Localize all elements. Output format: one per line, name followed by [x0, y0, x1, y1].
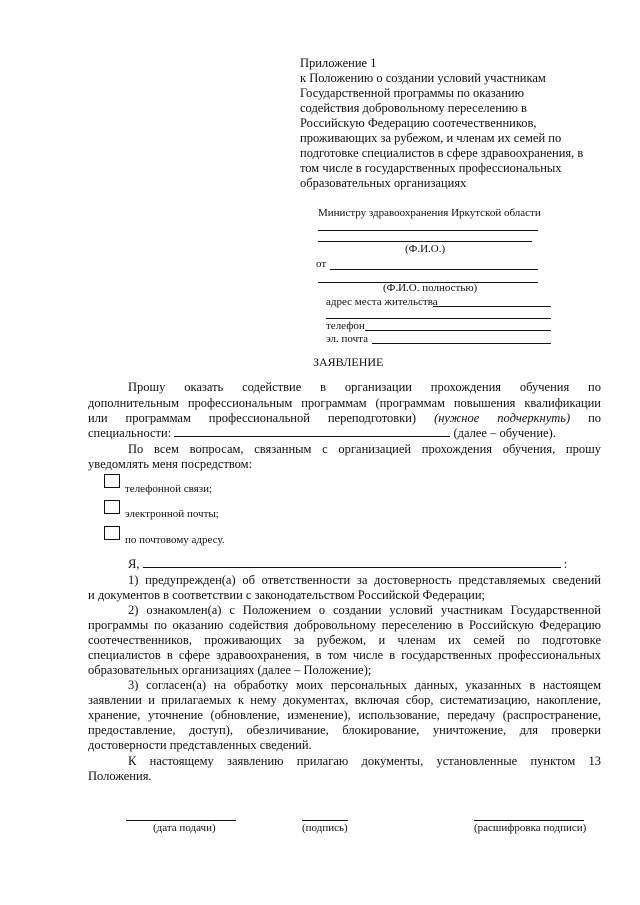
decode-caption: (расшифровка подписи): [474, 822, 587, 834]
appendix-line: к Положению о создании условий участникам: [300, 71, 546, 85]
option-email-label: электронной почты;: [125, 508, 219, 520]
signature-caption: (подпись): [302, 822, 348, 834]
from-label: от: [316, 258, 327, 270]
phone-label: телефон: [326, 320, 365, 332]
date-line[interactable]: [126, 820, 236, 821]
checkbox-email[interactable]: [104, 500, 120, 514]
specialty-end: (далее – обучение).: [453, 426, 556, 440]
p3-line-2: заявлении и прилагаемых к нему документах, включая сбор, систематизацию, накопление,: [88, 693, 601, 707]
appendix-header: [300, 56, 600, 191]
option-phone-label: телефонной связи;: [125, 483, 213, 495]
appendix-line: Государственной программы по оказанию: [300, 86, 524, 100]
attachment-line-1: К настоящему заявлению прилагаю документы, установленные пунктом 13: [128, 754, 601, 768]
request-line-3-start: или программам профессиональной переподготовки): [88, 411, 417, 425]
p3-line-4: предоставление, доступ), обезличивание, блокирование, уничтожение, для проверки: [88, 723, 601, 737]
address-line[interactable]: [433, 306, 551, 307]
declaration-i-line: [128, 557, 567, 572]
appendix-line: Приложение 1: [300, 56, 377, 70]
request-line-1: Прошу оказать содействие в организации прохождения обучения по: [128, 380, 601, 394]
i-label: Я,: [128, 557, 140, 571]
from-fio-line[interactable]: [330, 269, 538, 270]
request-line-3: [88, 411, 601, 426]
p2-line-3: соотечественников, проживающих за рубежом, и членам их семей по подготовке: [88, 633, 601, 647]
address-line-2[interactable]: [326, 318, 551, 319]
notify-line-2: уведомлять меня посредством:: [88, 457, 253, 471]
checkbox-phone[interactable]: [104, 474, 120, 488]
appendix-line: образовательных организациях: [300, 176, 467, 190]
p3-line-3: хранение, уточнение (обновление, изменение), использование, передачу (распространение,: [88, 708, 601, 722]
p2-line-2: программы по оказанию содействия добровольному переселению в Российскую Федерацию: [88, 618, 601, 632]
p3-line-1: 3) согласен(а) на обработку моих персональных данных, указанных в настоящем: [128, 678, 601, 692]
decode-line[interactable]: [474, 820, 584, 821]
addressee-line-2[interactable]: [318, 241, 532, 242]
date-caption: (дата подачи): [153, 822, 216, 834]
checkbox-post[interactable]: [104, 526, 120, 540]
applicant-name-line[interactable]: [143, 557, 561, 568]
fio-full-caption: (Ф.И.О. полностью): [383, 282, 478, 294]
request-line-4: [88, 426, 556, 441]
request-line-2: дополнительным профессиональным программам (программам повышения квалификации: [88, 396, 601, 410]
appendix-line: Российскую Федерацию соотечественников,: [300, 116, 537, 130]
fio-caption: (Ф.И.О.): [405, 243, 446, 255]
signature-line[interactable]: [302, 820, 348, 821]
p2-line-4: специалистов в сфере здравоохранения, в том числе в государственных профессиональных: [88, 648, 601, 662]
p3-line-5: достоверности представленных сведений.: [88, 738, 312, 752]
p2-line-1: 2) ознакомлен(а) с Положением о создании условий участникам Государственной: [128, 603, 601, 617]
appendix-line: содействия добровольному переселению в: [300, 101, 527, 115]
email-label: эл. почта: [326, 333, 368, 345]
email-line[interactable]: [372, 343, 551, 344]
p2-line-5: образовательных организациях (далее – Положение);: [88, 663, 372, 677]
p1-line-1: 1) предупрежден(а) об ответственности за достоверность представляемых сведений: [128, 573, 601, 587]
appendix-line: проживающих за рубежом, и членам их семей по: [300, 131, 562, 145]
address-label: адрес места жительства: [326, 296, 438, 308]
notify-line-1: По всем вопросам, связанным с организацией прохождения обучения, прошу: [128, 442, 601, 456]
attachment-line-2: Положения.: [88, 769, 152, 783]
p1-line-2: и документов в соответствии с законодательством Российской Федерации;: [88, 588, 485, 602]
document-title: ЗАЯВЛЕНИЕ: [313, 355, 384, 369]
request-line-3-end: по: [588, 411, 602, 425]
i-end: :: [563, 557, 568, 571]
appendix-line: подготовке специалистов в сфере здравоохранения, в: [300, 146, 584, 160]
phone-line[interactable]: [365, 330, 551, 331]
addressee-to: Министру здравоохранения Иркутской области: [318, 207, 541, 219]
appendix-line: том числе в государственных профессиональных: [300, 161, 562, 175]
addressee-line-1[interactable]: [318, 230, 538, 231]
specialty-label: специальности:: [88, 426, 172, 440]
request-line-3-italic: (нужное подчеркнуть): [434, 411, 571, 425]
specialty-input-line[interactable]: [174, 426, 450, 437]
option-post-label: по почтовому адресу.: [125, 534, 225, 546]
